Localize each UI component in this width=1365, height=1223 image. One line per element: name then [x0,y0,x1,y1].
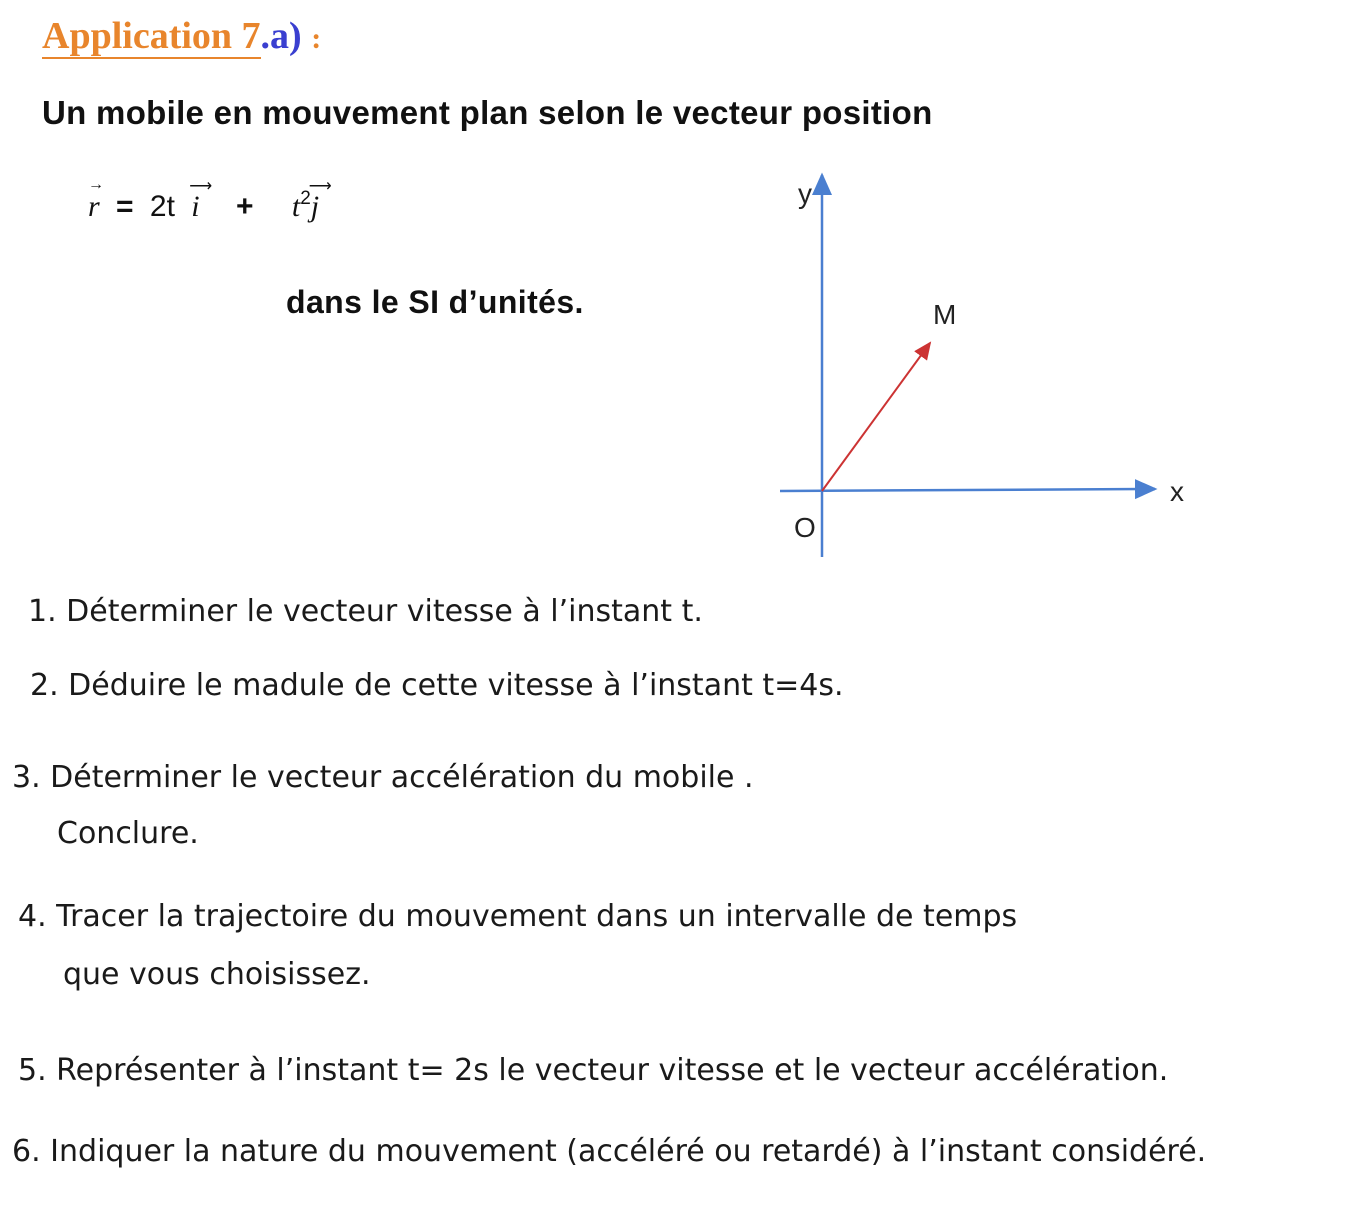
question-1: 1. Déterminer le vecteur vitesse à l’instant t. [28,594,703,629]
point-m-label: M [933,299,957,330]
question-5: 5. Représenter à l’instant t= 2s le vecteur vitesse et le vecteur accélération. [18,1053,1169,1088]
coefficient: 2t [149,190,175,223]
origin-label: O [794,512,816,543]
exercise-statement: Un mobile en mouvement plan selon le vecteur position [42,94,933,131]
position-vector-formula [88,176,332,224]
question-3: 3. Déterminer le vecteur accélération du mobile . [12,760,754,795]
x-axis-label: x [1170,476,1184,507]
vector-r: r → [88,176,104,223]
question-4: 4. Tracer la trajectoire du mouvement dans un intervalle de temps [18,899,1018,934]
title-application: Application 7 [42,15,261,57]
x-axis [780,489,1155,491]
question-2: 2. Déduire le madule de cette vitesse à l’instant t=4s. [30,668,844,703]
units-note: dans le SI d’unités. [286,284,584,320]
exponent: 2 [300,188,311,209]
y-axis-label: y [798,178,812,209]
plus-sign: + [235,190,254,223]
unit-vector-i: i ⟶ [189,178,213,223]
question-3-continuation: Conclure. [57,816,199,851]
title-part: .a) [260,15,302,57]
question-6: 6. Indiquer la nature du mouvement (accéléré ou retardé) à l’instant considéré. [12,1134,1207,1169]
unit-vector-j: j ⟶ [308,178,332,223]
question-4-continuation: que vous choisissez. [63,957,371,992]
time-t: t [291,190,301,223]
title-colon: : [311,22,322,55]
exercise-title [42,14,321,58]
position-diagram [770,165,1210,565]
equals-sign: = [116,190,134,223]
position-vector-om [822,343,930,491]
